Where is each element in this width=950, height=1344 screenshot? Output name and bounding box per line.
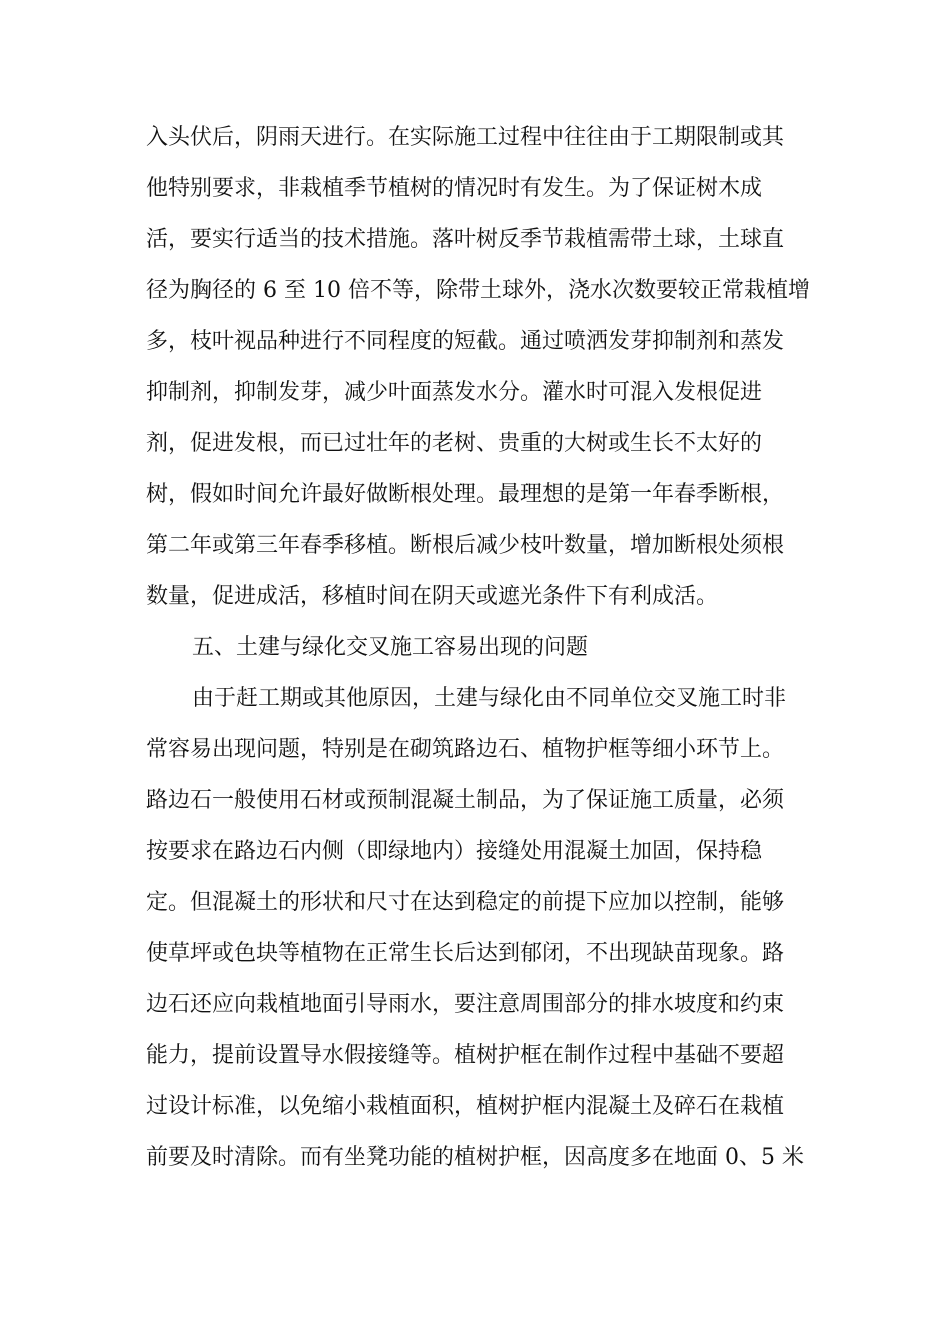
text-line: 路边石一般使用石材或预制混凝土制品，为了保证施工质量，必须 (146, 788, 785, 813)
section-heading: 五、土建与绿化交叉施工容易出现的问题 (192, 635, 589, 660)
text-line: 第二年或第三年春季移植。断根后减少枝叶数量，增加断根处须根 (146, 533, 785, 558)
text-line: 前要及时清除。而有坐凳功能的植树护框，因高度多在地面 0、5 米 (146, 1145, 804, 1170)
text-line: 树，假如时间允许最好做断根处理。最理想的是第一年春季断根， (146, 482, 785, 507)
text-line: 他特别要求，非栽植季节植树的情况时有发生。为了保证树木成 (146, 176, 763, 201)
text-line: 按要求在路边石内侧（即绿地内）接缝处用混凝土加固，保持稳 (146, 839, 763, 864)
text-line: 径为胸径的 6 至 10 倍不等，除带土球外，浇水次数要较正常栽植增 (146, 278, 810, 303)
text-line: 定。但混凝土的形状和尺寸在达到稳定的前提下应加以控制，能够 (146, 890, 785, 915)
text-line: 剂，促进发根，而已过壮年的老树、贵重的大树或生长不太好的 (146, 431, 763, 456)
text-line: 能力，提前设置导水假接缝等。植树护框在制作过程中基础不要超 (146, 1043, 785, 1068)
text-line: 抑制剂，抑制发芽，减少叶面蒸发水分。灌水时可混入发根促进 (146, 380, 763, 405)
text-line: 过设计标准，以免缩小栽植面积，植树护框内混凝土及碎石在栽植 (146, 1094, 785, 1119)
text-line: 活，要实行适当的技术措施。落叶树反季节栽植需带土球，土球直 (146, 227, 785, 252)
text-line: 常容易出现问题，特别是在砌筑路边石、植物护框等细小环节上。 (146, 737, 785, 762)
text-line: 数量，促进成活，移植时间在阴天或遮光条件下有利成活。 (146, 584, 719, 609)
text-line: 边石还应向栽植地面引导雨水，要注意周围部分的排水坡度和约束 (146, 992, 785, 1017)
text-line: 多，枝叶视品种进行不同程度的短截。通过喷洒发芽抑制剂和蒸发 (146, 329, 785, 354)
text-line: 由于赶工期或其他原因，土建与绿化由不同单位交叉施工时非 (192, 686, 787, 711)
text-line: 使草坪或色块等植物在正常生长后达到郁闭，不出现缺苗现象。路 (146, 941, 785, 966)
text-line: 入头伏后，阴雨天进行。在实际施工过程中往往由于工期限制或其 (146, 125, 785, 150)
